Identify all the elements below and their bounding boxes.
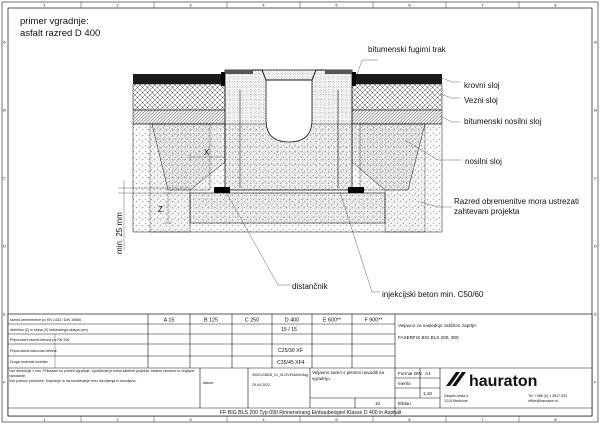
frame-number-bottom: 5 xyxy=(335,417,338,422)
tb-email: office@hauraton.si xyxy=(528,399,558,403)
tb-sheet-no: 10 xyxy=(375,401,381,406)
frame-number-top: 6 xyxy=(408,2,411,8)
frame-number-top: 2 xyxy=(116,2,119,8)
frame-number-top: 4 xyxy=(262,2,265,8)
channel-void xyxy=(266,80,312,142)
tb-file-name: 0000123828_01_SLOVENIAN.dwg xyxy=(252,373,309,377)
channel-rim-right xyxy=(325,70,352,74)
frame-letter-right: F xyxy=(594,379,597,385)
frame-number-bottom: 7 xyxy=(481,417,484,422)
label-load-class-wrap xyxy=(454,197,586,223)
load-class-cell: F 900** xyxy=(364,317,383,324)
tb-validity-wrap xyxy=(312,370,394,396)
joint-tape-left xyxy=(221,72,225,86)
roof-layer-right xyxy=(352,74,442,84)
min-dim-label: min. 25 mm xyxy=(115,212,124,254)
asphalt-base-layer xyxy=(133,110,225,124)
title-line-1: primer vgradnje: xyxy=(20,16,89,27)
dim-z-label: Z xyxy=(158,205,163,214)
frame-number-top: 7 xyxy=(481,2,484,8)
tb-row2-label: debelina (Z) in širina (X) betonskega oklepa (cm) xyxy=(10,328,88,332)
frame-number-bottom: 4 xyxy=(262,417,265,422)
tb-project-value: FASERFIX BIG BLS 200, 300 xyxy=(398,335,459,340)
frame-letter-left: C xyxy=(3,175,6,181)
frame-letter-left: A xyxy=(3,39,6,45)
tb-footer: FF BIG BLS 200 Typ 090 Rinnenstrang Einbaubeispiel Klasse D 400 in Asphalt xyxy=(220,410,402,416)
label-binder-layer: Vezni sloj xyxy=(464,96,498,105)
frame-letter-left: D xyxy=(3,243,6,249)
tb-phone: Tel. +386 (0) 1 3617 833 xyxy=(528,394,568,398)
tb-address-1: Zaspilo cesta 4 xyxy=(444,394,469,398)
frame-letter-right: D xyxy=(594,243,597,249)
frame-number-top: 1 xyxy=(43,2,46,8)
tb-row2-val: 15 / 15 xyxy=(281,327,297,333)
frame-letter-right: C xyxy=(594,175,597,181)
frame-letter-right: E xyxy=(594,311,597,317)
load-class-cell: D 400 xyxy=(284,317,300,324)
frame-number-bottom: 3 xyxy=(189,417,192,422)
frame-letter-left: E xyxy=(3,311,6,317)
tb-rights: Vse pravice pridržane. Kopiranje in razmnoževanje brez dovoljenja ni dovoljeno. xyxy=(9,379,137,383)
frame-letter-right: B xyxy=(594,107,597,113)
tb-row1-label: razred obremenitve po EN 1433 / DIN 19580 xyxy=(10,318,82,322)
label-spacer: distančnik xyxy=(292,282,328,291)
asphalt-base-layer-right xyxy=(352,110,442,124)
roof-layer xyxy=(133,74,225,84)
frame-number-bottom: 8 xyxy=(554,417,557,422)
tb-row3-val: C25/30 XF xyxy=(278,348,303,354)
binder-layer-right xyxy=(352,84,442,110)
label-joint-tape: bitumenski fugirni trak xyxy=(368,45,446,54)
tb-date-label: datum: xyxy=(203,381,214,385)
tb-project-label: Veljavno za naslednjo zaščitno zaprtje: xyxy=(398,323,477,328)
label-base-layer: bitumenski nosilni sloj xyxy=(464,117,542,126)
tb-validity: Veljavno samo s pisnimi navodili za vgradnjo. xyxy=(312,370,385,381)
joint-tape-right xyxy=(352,72,356,86)
frame-number-bottom: 6 xyxy=(408,417,411,422)
frame-number-bottom: 2 xyxy=(116,417,119,422)
tb-scale-label: merilo xyxy=(398,381,411,386)
label-injection-concrete: injekcijski beton min. C50/60 xyxy=(382,290,484,299)
brand-name: hauraton xyxy=(469,373,538,390)
spacer-left xyxy=(214,187,230,193)
frame-number-top: 3 xyxy=(189,2,192,8)
load-class-cell: A 15 xyxy=(163,317,175,324)
load-class-cell: B 125 xyxy=(203,317,219,324)
concrete-base-slab xyxy=(190,193,385,223)
spacer-right xyxy=(348,187,364,193)
frame-number-bottom: 1 xyxy=(43,417,46,422)
tb-address-2: 1215 Medvode xyxy=(444,399,468,403)
title-line-2: asfalt razred D 400 xyxy=(20,28,101,39)
tb-date: 29.04.2022 xyxy=(252,383,270,387)
tb-format-label: Format DIN xyxy=(398,371,422,376)
tb-scale-value: 1:10 xyxy=(423,391,432,396)
binder-layer xyxy=(133,84,225,110)
cross-section xyxy=(118,70,442,250)
tb-row3-label: Priporočeni razred betona po EN 206 xyxy=(10,338,70,342)
dim-x-label: X xyxy=(204,148,210,157)
frame-number-top: 5 xyxy=(335,2,338,8)
label-bearing-layer: nosilni sloj xyxy=(465,157,502,166)
label-load-class: Razred obremenitve mora ustrezati zahtevam projekta xyxy=(454,197,579,216)
channel-rim-left xyxy=(225,70,253,74)
tb-note: Vse dimenzije v mm. Prikazani so primeri vgradnje. Upoštevati je treba zahteve projekta, lokalne razmere in veljavne standarde. xyxy=(9,369,195,378)
load-class-cell: C 250 xyxy=(244,317,260,324)
frame-letter-right: A xyxy=(594,39,597,45)
tb-row5-label: Druga možnost izvedbe xyxy=(10,360,48,364)
frame-number-top: 8 xyxy=(554,2,557,8)
tb-row4-label: Priporočena kakovost betona xyxy=(10,349,57,353)
tb-row5-val: C35/45 XF4 xyxy=(277,360,305,366)
load-class-cell: E 600** xyxy=(322,317,342,324)
tb-format-value: A4 xyxy=(425,371,431,376)
tb-note-wrap xyxy=(9,369,199,407)
frame-letter-left: F xyxy=(3,379,6,385)
label-roof-layer: krovni sloj xyxy=(464,81,500,90)
tb-lang-label: Eiblau xyxy=(398,401,411,406)
frame-letter-left: B xyxy=(3,107,6,113)
